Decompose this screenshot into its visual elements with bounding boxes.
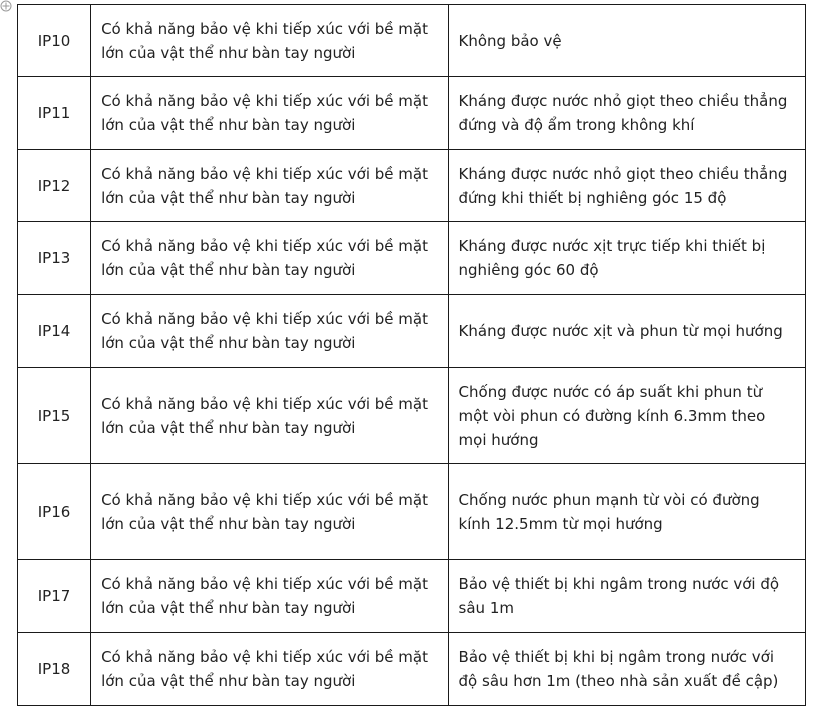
table-row bbox=[18, 295, 806, 368]
solid-protection-cell: Có khả năng bảo vệ khi tiếp xúc với bề mặt lớn của vật thể như bàn tay người bbox=[91, 295, 448, 368]
ip-rating-table bbox=[17, 4, 806, 706]
table-row bbox=[18, 222, 806, 295]
solid-protection-cell: Có khả năng bảo vệ khi tiếp xúc với bề mặt lớn của vật thể như bàn tay người bbox=[91, 5, 448, 77]
table-move-handle-icon[interactable] bbox=[0, 0, 12, 12]
ip-code-cell: IP13 bbox=[18, 222, 91, 295]
table-row bbox=[18, 5, 806, 77]
solid-protection-cell: Có khả năng bảo vệ khi tiếp xúc với bề mặt lớn của vật thể như bàn tay người bbox=[91, 464, 448, 560]
liquid-protection-cell: Bảo vệ thiết bị khi ngâm trong nước với độ sâu 1m bbox=[448, 560, 805, 633]
ip-code-cell: IP12 bbox=[18, 150, 91, 222]
table-row bbox=[18, 633, 806, 706]
table-row bbox=[18, 560, 806, 633]
liquid-protection-cell: Bảo vệ thiết bị khi bị ngâm trong nước với độ sâu hơn 1m (theo nhà sản xuất đề cập) bbox=[448, 633, 805, 706]
ip-code-cell: IP15 bbox=[18, 368, 91, 464]
solid-protection-cell: Có khả năng bảo vệ khi tiếp xúc với bề mặt lớn của vật thể như bàn tay người bbox=[91, 368, 448, 464]
ip-code-cell: IP14 bbox=[18, 295, 91, 368]
table-row bbox=[18, 150, 806, 222]
ip-code-cell: IP10 bbox=[18, 5, 91, 77]
table-row bbox=[18, 368, 806, 464]
ip-code-cell: IP18 bbox=[18, 633, 91, 706]
liquid-protection-cell: Kháng được nước xịt và phun từ mọi hướng bbox=[448, 295, 805, 368]
liquid-protection-cell: Kháng được nước nhỏ giọt theo chiều thẳng đứng và độ ẩm trong không khí bbox=[448, 77, 805, 150]
ip-code-cell: IP16 bbox=[18, 464, 91, 560]
solid-protection-cell: Có khả năng bảo vệ khi tiếp xúc với bề mặt lớn của vật thể như bàn tay người bbox=[91, 633, 448, 706]
table-row bbox=[18, 464, 806, 560]
ip-code-cell: IP17 bbox=[18, 560, 91, 633]
solid-protection-cell: Có khả năng bảo vệ khi tiếp xúc với bề mặt lớn của vật thể như bàn tay người bbox=[91, 222, 448, 295]
solid-protection-cell: Có khả năng bảo vệ khi tiếp xúc với bề mặt lớn của vật thể như bàn tay người bbox=[91, 150, 448, 222]
solid-protection-cell: Có khả năng bảo vệ khi tiếp xúc với bề mặt lớn của vật thể như bàn tay người bbox=[91, 77, 448, 150]
solid-protection-cell: Có khả năng bảo vệ khi tiếp xúc với bề mặt lớn của vật thể như bàn tay người bbox=[91, 560, 448, 633]
liquid-protection-cell: Chống được nước có áp suất khi phun từ một vòi phun có đường kính 6.3mm theo mọi hướng bbox=[448, 368, 805, 464]
liquid-protection-cell: Chống nước phun mạnh từ vòi có đường kính 12.5mm từ mọi hướng bbox=[448, 464, 805, 560]
table-row bbox=[18, 77, 806, 150]
liquid-protection-cell: Không bảo vệ bbox=[448, 5, 805, 77]
liquid-protection-cell: Kháng được nước nhỏ giọt theo chiều thẳng đứng khi thiết bị nghiêng góc 15 độ bbox=[448, 150, 805, 222]
ip-code-cell: IP11 bbox=[18, 77, 91, 150]
liquid-protection-cell: Kháng được nước xịt trực tiếp khi thiết bị nghiêng góc 60 độ bbox=[448, 222, 805, 295]
